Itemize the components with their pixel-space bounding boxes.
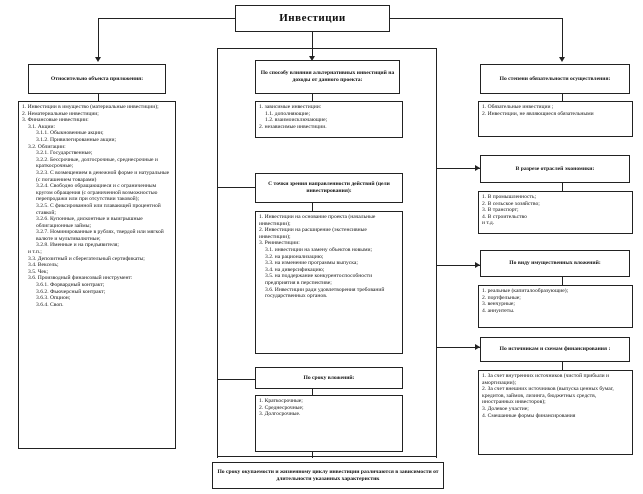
list-item: 3.2.4. Свободно обращающиеся и с ограниченным кругом обращения (с ограниченной возможностью перепродажи или при отсутствии таковой); (36, 183, 158, 203)
col2-header-3: По сроку вложений: (255, 367, 403, 389)
list-item: 3. В транспорт; (482, 207, 519, 214)
connector (217, 48, 437, 49)
connector (98, 18, 99, 58)
connector (98, 18, 235, 19)
list-item: 1. Краткосрочные; (259, 398, 303, 404)
col2-header-1: По способу влияния альтернативных инвестиций на доходы от данного проекта: (255, 60, 400, 94)
connector (562, 277, 563, 285)
list-item: 1. За счет внутренних источников (чистой прибыли и амортизации); (482, 373, 610, 386)
list-item: 3.5. на поддержание конкурентоспособности предприятия в перспективе; (265, 273, 373, 286)
connector (562, 362, 563, 370)
list-item: 4. Смешанные формы финансирования (482, 412, 576, 419)
list-item: 4. аннуитеты. (482, 307, 515, 314)
col2-list-3 (255, 395, 403, 452)
list-item: 2. независимые инвестиции. (259, 123, 327, 130)
list-item: 3.5. Чек; (28, 268, 49, 275)
list-item: 2. Среднесрочные; (259, 404, 304, 411)
list-item: 3.2.1. Государственные; (36, 150, 93, 157)
col2-list-1 (255, 101, 403, 138)
list-item: 3.1. инвестиции на замену объектов новыми; (265, 246, 373, 253)
col1-header: Относительно объекта приложения: (28, 64, 166, 94)
col3-list-1 (478, 101, 633, 137)
list-item: 3. венчурные; (482, 301, 515, 308)
list-item: 3. Долевое участие; (482, 405, 529, 412)
list-item: и т.д. (482, 220, 495, 227)
title-text: Инвестиции (279, 12, 346, 25)
list-item: 3.1. Акции: (28, 123, 56, 130)
list-item: 3.2.2. Бессрочные, долгосрочные, среднесрочные и краткосрочные; (36, 156, 158, 170)
connector (562, 18, 563, 58)
list-item: 3.2.5. С фиксированной или плавающей процентной ставкой; (36, 202, 161, 216)
list-item: 3.2. Облигации: (28, 143, 66, 150)
list-item: 1.1. дополняющие; (265, 110, 311, 117)
list-item: 3.6.4. Своп. (36, 301, 64, 308)
connector (217, 379, 255, 380)
list-item: и т.п.; (28, 249, 42, 256)
connector (390, 18, 563, 19)
col3-header-2: В разрезе отраслей экономики: (480, 155, 630, 183)
arrow (559, 57, 565, 62)
connector (312, 32, 313, 48)
list-item: 3.6.3. Опцион; (36, 295, 71, 302)
list-item: 1. В промышленность; (482, 194, 537, 200)
list-item: 1. Инвестиции в имущество (материальные инвестиции); (22, 104, 159, 110)
col2-list-2 (255, 211, 403, 354)
connector (217, 456, 437, 457)
list-item: 3.6.1. Форвардный контракт; (36, 282, 105, 289)
list-item: 1. реальные (капиталообразующие); (482, 288, 569, 294)
connector (436, 347, 480, 348)
list-item: 3.6. Производный финансовый инструмент: (28, 275, 133, 282)
list-item: 3. Долгосрочные. (259, 411, 301, 418)
list-item: 1. Обязательные инвестиции ; (482, 104, 554, 110)
col3-list-2 (478, 191, 633, 234)
connector (312, 203, 313, 211)
col1-list (18, 101, 176, 449)
list-item: 1. зависимые инвестиции: (259, 104, 322, 110)
list-item: 3. Финансовые инвестиции: (22, 117, 89, 124)
list-item: 3.3. на изменение программы выпуска; (265, 260, 358, 267)
col3-header-3: По виду имущественных вложений: (480, 250, 630, 277)
connector (436, 265, 480, 266)
list-item: 3.2.8. Именные и на предъявителя; (36, 242, 119, 249)
list-item: 3.2.7. Номинированные в рублях, твердой или мягкой валюте и мультивалютные; (36, 229, 164, 242)
list-item: 2. Нематериальные инвестиции; (22, 110, 99, 117)
list-item: 2. Инвестиции на расширение (экстенсивные инвестиции); (259, 227, 367, 240)
list-item: 1.2. взаимоисключающие; (265, 117, 328, 124)
col3-header-4: По источникам и схемам финансирования : (480, 337, 630, 362)
connector (217, 48, 218, 458)
connector (217, 187, 255, 188)
list-item: 2. За счет внешних источников (выпуска ценных бумаг, кредитов, займов, лизинга, бюджетных средств, иностранных инвесторов); (482, 386, 614, 406)
connector (312, 452, 313, 458)
list-item: 1. Инвестиции на основание проекта (начальные инвестиции); (259, 214, 376, 227)
col3-header-1: По степени обязательности осуществления: (480, 64, 630, 94)
list-item: 3. Реинвестиции: (259, 240, 300, 247)
connector (436, 168, 480, 169)
list-item: 3.6.2. Фьючерсный контракт; (36, 288, 106, 295)
list-item: 3.2.6. Купонные, дисконтные и выигрышные облигационные займы; (36, 216, 143, 229)
list-item: 2. Инвестиции, не являющиеся обязательными (482, 110, 594, 117)
col3-list-3 (478, 285, 633, 328)
list-item: 3.1.2. Привилегированные акции; (36, 136, 117, 143)
connector (562, 183, 563, 191)
col3-list-4 (478, 370, 633, 455)
list-item: 3.4. Вексель; (28, 262, 59, 269)
connector (312, 94, 313, 101)
list-item: 3.2.3. С возмещением в денежной форме и натуральные (с погашением товарами) (36, 169, 170, 183)
list-item: 2. портфельные; (482, 294, 521, 301)
list-item: 3.2. на рационализацию; (265, 253, 324, 260)
list-item: 4. В строительство (482, 213, 527, 220)
list-item: 3.6. Инвестиции ради удовлетворения требований государственных органов. (265, 286, 385, 300)
arrow (95, 57, 101, 62)
col2-header-2: С точки зрения направленности действий (цели инвестирования): (255, 173, 403, 203)
list-item: 2. В сельское хозяйство; (482, 200, 540, 207)
list-item: 3.4. на диверсификацию; (265, 266, 325, 273)
connector (436, 48, 437, 458)
bottom-box: По сроку окупаемости и жизненному циклу инвестиции различаются в зависимости от длительности указанных характеристик (212, 462, 444, 489)
list-item: 3.3. Депозитный и сберегательный сертификаты; (28, 255, 145, 262)
list-item: 3.1.1. Обыкновенные акции; (36, 130, 104, 137)
title-box (235, 5, 390, 32)
